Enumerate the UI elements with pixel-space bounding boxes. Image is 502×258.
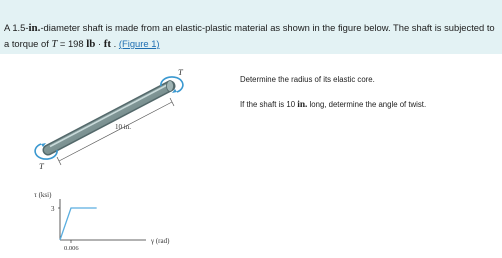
dimension-tick-left <box>57 157 61 165</box>
problem-text <box>4 20 498 52</box>
figure-1-link[interactable]: (Figure 1) <box>118 38 160 49</box>
length-label: 10 in. <box>115 123 131 131</box>
question-2 <box>240 100 426 110</box>
period: . <box>111 38 119 49</box>
shaft-end-face <box>167 81 174 92</box>
question-1: Determine the radius of its elastic core. <box>240 75 375 84</box>
torque-variable: T <box>51 39 58 50</box>
problem-prefix: A 1.5- <box>4 22 29 33</box>
chart-xlabel: γ (rad) <box>151 237 170 245</box>
question-2-suffix: long, determine the angle of twist. <box>307 100 427 109</box>
unit-in: in. <box>28 22 41 34</box>
figure-svg <box>0 56 230 258</box>
shaft-highlight <box>50 85 168 147</box>
problem-statement-panel <box>0 0 502 54</box>
unit-dot: · <box>95 38 104 49</box>
stress-strain-curve <box>60 208 97 240</box>
shaft <box>48 86 170 150</box>
chart-ylabel: τ (ksi) <box>34 191 52 199</box>
torque-label-bottom: T <box>39 161 44 171</box>
unit-ft: ft <box>103 38 112 50</box>
dimension-tick-right <box>170 98 174 106</box>
x-tick-label: 0.006 <box>64 245 79 252</box>
y-tick-label: 3 <box>51 205 55 213</box>
torque-equals: = 198 <box>57 38 87 49</box>
problem-sentence: -diameter shaft is made from an elastic-plastic material as shown in the figure below. The shaft is subjected to a torque of <box>4 22 495 49</box>
stress-strain-chart <box>34 191 170 252</box>
figure-1 <box>0 56 230 258</box>
torque-label-top: T <box>178 67 183 77</box>
unit-lb: lb <box>86 38 96 50</box>
question-2-prefix: If the shaft is 10 <box>240 100 298 109</box>
question-2-unit: in. <box>297 100 308 110</box>
